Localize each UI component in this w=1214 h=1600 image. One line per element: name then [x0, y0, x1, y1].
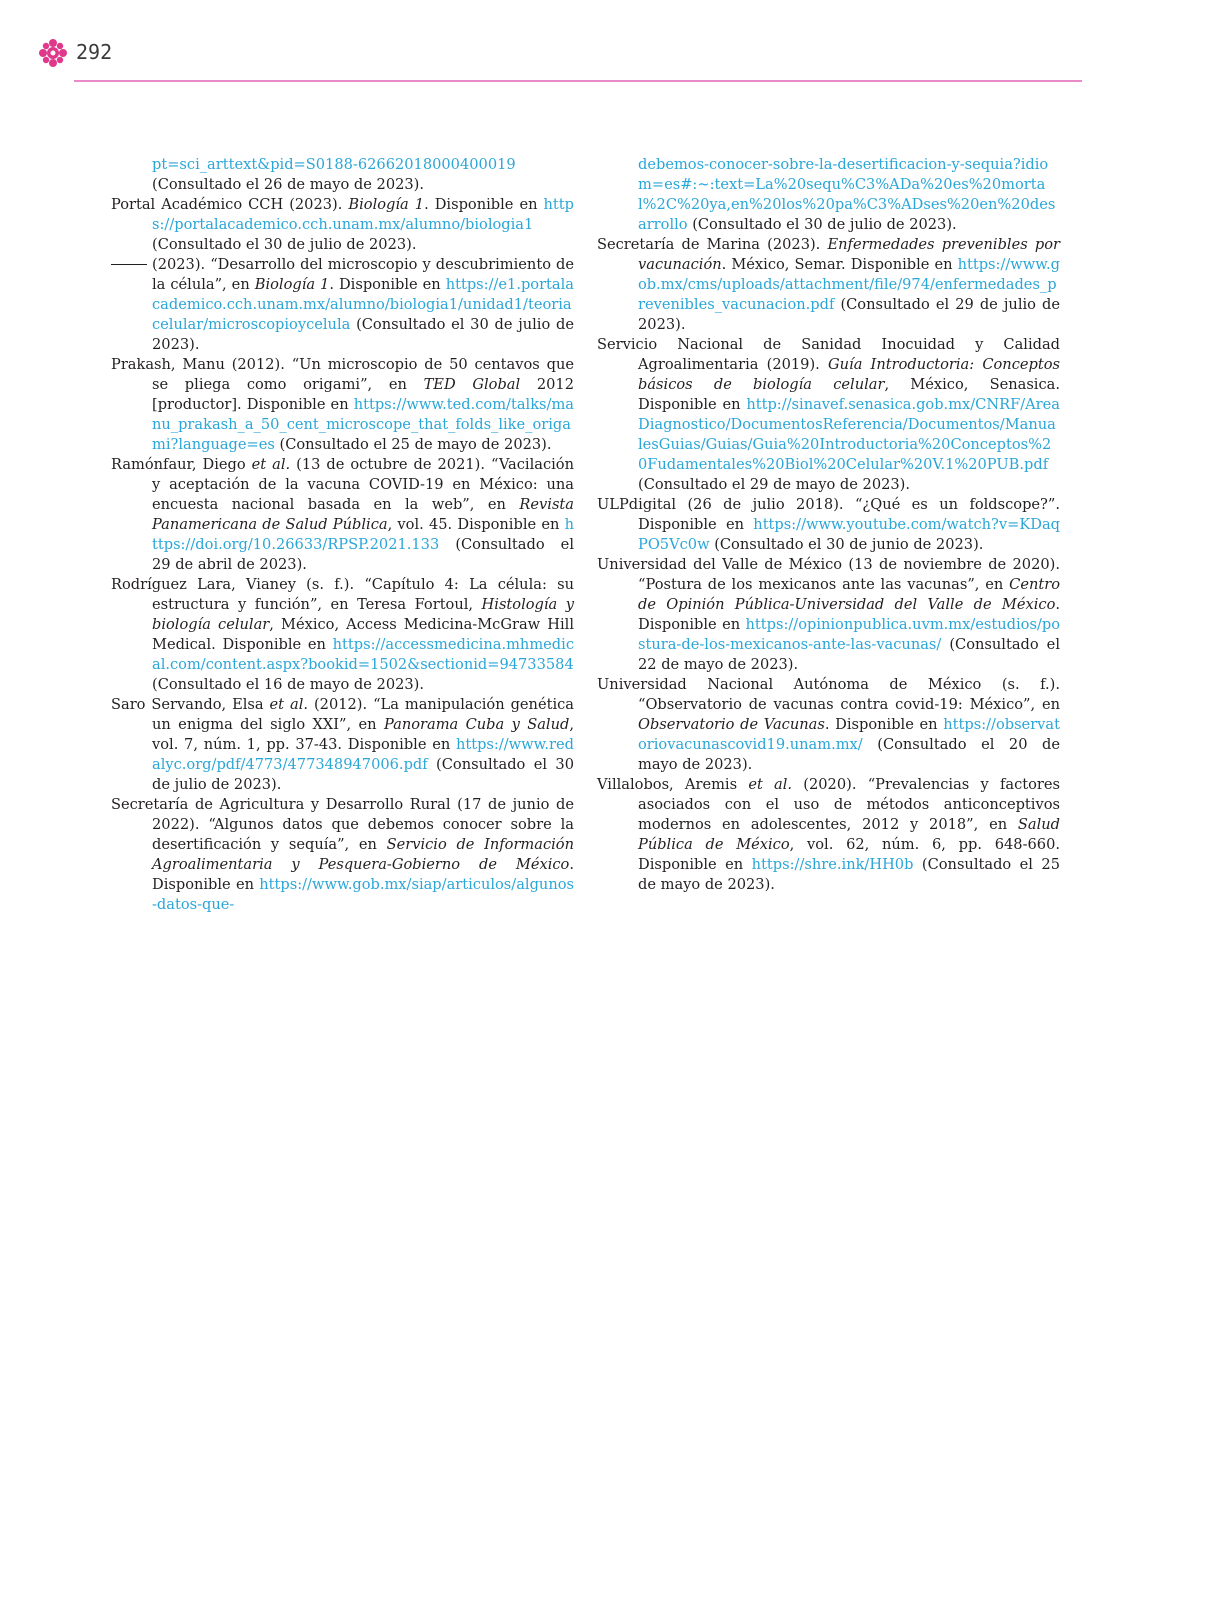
- reference-text: (Consultado el 30 de julio de 2023).: [152, 236, 417, 253]
- reference-title: Guía Introductoria: Conceptos básicos de biología celular: [638, 356, 1060, 393]
- reference-link[interactable]: https://opinionpublica.uvm.mx/estudios/postura-de-los-mexicanos-ante-las-vacunas/: [638, 616, 1060, 653]
- reference-text: . Disponible en: [638, 596, 1060, 633]
- reference-text: . Disponible en: [824, 716, 944, 733]
- reference-entry: [111, 355, 574, 455]
- reference-link[interactable]: https://www.gob.mx/cms/uploads/attachment/file/974/enfermedades_prevenibles_vacunacion.pdf: [638, 256, 1060, 313]
- reference-title: Biología 1: [348, 196, 425, 213]
- reference-title: Biología 1: [254, 276, 330, 293]
- header-divider: [74, 80, 1082, 82]
- reference-link[interactable]: debemos-conocer-sobre-la-desertificacion-y-sequia?idiom=es#:~:text=La%20sequ%C3%ADa%20es%20mortal%2C%20ya,en%20los%20pa%C3%ADses%20en%20desarrollo: [638, 156, 1056, 233]
- reference-title: et al.: [269, 696, 309, 713]
- reference-entry: [597, 155, 1060, 235]
- reference-text: , México, Senasica. Disponible en: [638, 376, 1060, 413]
- reference-text: Villalobos, Aremis: [597, 776, 749, 793]
- reference-title: Observatorio de Vacunas: [638, 716, 825, 733]
- reference-text: (2020). “Prevalencias y factores asociados con el uso de métodos anticonceptivos modernos en adolescentes, 2012 y 2018”, en: [638, 776, 1060, 833]
- reference-link[interactable]: https://www.ted.com/talks/manu_prakash_a_50_cent_microscope_that_folds_like_origami?language=es: [152, 396, 574, 453]
- reference-text: (Consultado el 20 de mayo de 2023).: [638, 736, 1060, 773]
- reference-text: , vol. 45. Disponible en: [387, 516, 565, 533]
- reference-text: (Consultado el 22 de mayo de 2023).: [638, 636, 1060, 673]
- reference-text: , vol. 7, núm. 1, pp. 37-43. Disponible en: [152, 716, 574, 753]
- reference-link[interactable]: https://observatoriovacunascovid19.unam.mx/: [638, 716, 1060, 753]
- reference-text: Secretaría de Agricultura y Desarrollo Rural (17 de junio de 2022). “Algunos datos que debemos conocer sobre la desertificación y sequía”, en: [111, 796, 574, 853]
- reference-link[interactable]: https://shre.ink/HH0b: [751, 856, 914, 873]
- reference-entry: [597, 235, 1060, 335]
- reference-text: 2012 [productor]. Disponible en: [152, 376, 574, 413]
- reference-entry: [597, 775, 1060, 895]
- reference-text: (Consultado el 29 de mayo de 2023).: [638, 476, 911, 493]
- reference-text: (2023). “Desarrollo del microscopio y descubrimiento de la célula”, en: [152, 256, 574, 293]
- reference-entry: [111, 695, 574, 795]
- reference-link[interactable]: pt=sci_arttext&pid=S0188-62662018000400019: [152, 156, 516, 173]
- reference-title: Centro de Opinión Pública-Universidad del Valle de México: [638, 576, 1060, 613]
- reference-text: ULPdigital (26 de julio 2018). “¿Qué es un foldscope?”. Disponible en: [597, 496, 1060, 533]
- reference-link[interactable]: https://e1.portalacademico.cch.unam.mx/alumno/biologia1/unidad1/teoriacelular/microscopioycelula: [152, 276, 574, 333]
- reference-title: et al.: [748, 776, 793, 793]
- reference-title: Histología y biología celular: [152, 596, 574, 633]
- reference-text: (Consultado el 29 de julio de 2023).: [638, 296, 1060, 333]
- reference-text: . Disponible en: [329, 276, 446, 293]
- reference-text: Saro Servando, Elsa: [111, 696, 270, 713]
- reference-title: Panorama Cuba y Salud: [383, 716, 570, 733]
- reference-text: (Consultado el 30 de julio de 2023).: [152, 756, 574, 793]
- reference-entry: [111, 155, 574, 195]
- reference-text: Portal Académico CCH (2023).: [111, 196, 349, 213]
- ornament-logo-icon: [38, 38, 68, 68]
- reference-link[interactable]: https://www.gob.mx/siap/articulos/algunos-datos-que-: [152, 876, 574, 913]
- reference-entry: [597, 335, 1060, 495]
- reference-link[interactable]: http://sinavef.senasica.gob.mx/CNRF/AreaDiagnostico/DocumentosReferencia/Documentos/ManualesGuias/Guias/Guia%20Introductoria%20Conceptos%20Fudamentales%20Biol%20Celular%20V.1%20PUB.pdf: [638, 396, 1060, 473]
- reference-entry: [111, 195, 574, 255]
- reference-text: (Consultado el 30 de julio de 2023).: [152, 316, 574, 353]
- reference-text: (Consultado el 26 de mayo de 2023).: [152, 176, 425, 193]
- reference-text: (Consultado el 25 de mayo de 2023).: [638, 856, 1060, 893]
- reference-text: (Consultado el 16 de mayo de 2023).: [152, 676, 425, 693]
- reference-text: . Disponible en: [152, 856, 574, 893]
- reference-entry: [597, 555, 1060, 675]
- reference-link[interactable]: https://doi.org/10.26633/RPSP.2021.133: [152, 516, 574, 553]
- reference-title: Salud Pública de México: [638, 816, 1060, 853]
- references-left-column: [111, 155, 574, 915]
- reference-entry: [111, 455, 574, 575]
- reference-link[interactable]: https://www.youtube.com/watch?v=KDaqPO5Vc0w: [638, 516, 1060, 553]
- reference-link[interactable]: https://accessmedicina.mhmedical.com/content.aspx?bookid=1502&sectionid=94733584: [152, 636, 574, 673]
- reference-title: Servicio de Información Agroalimentaria y Pesquera-Gobierno de México: [152, 836, 574, 873]
- references-right-column: [597, 155, 1060, 895]
- reference-title: et al.: [251, 456, 291, 473]
- reference-text: Universidad del Valle de México (13 de noviembre de 2020). “Postura de los mexicanos ante las vacunas”, en: [597, 556, 1060, 593]
- reference-entry: [111, 795, 574, 915]
- reference-text: , México, Access Medicina-McGraw Hill Medical. Disponible en: [152, 616, 574, 653]
- reference-entry: [111, 255, 574, 355]
- reference-title: TED Global: [423, 376, 521, 393]
- reference-title: Enfermedades prevenibles por vacunación: [638, 236, 1060, 273]
- reference-text: Universidad Nacional Autónoma de México (s. f.). “Observatorio de vacunas contra covid-19: México”, en: [597, 676, 1060, 713]
- reference-text: Ramónfaur, Diego: [111, 456, 252, 473]
- reference-link[interactable]: https://portalacademico.cch.unam.mx/alumno/biologia1: [152, 196, 574, 233]
- reference-text: (Consultado el 25 de mayo de 2023).: [274, 436, 552, 453]
- reference-text: (2012). “La manipulación genética un enigma del siglo XXI”, en: [152, 696, 574, 733]
- reference-text: Rodríguez Lara, Vianey (s. f.). “Capítulo 4: La célula: su estructura y función”, en Teresa Fortoul,: [111, 576, 574, 613]
- reference-title: Revista Panamericana de Salud Pública: [152, 496, 574, 533]
- reference-text: . Disponible en: [424, 196, 544, 213]
- reference-text: Secretaría de Marina (2023).: [597, 236, 828, 253]
- reference-entry: [597, 495, 1060, 555]
- reference-link[interactable]: https://www.redalyc.org/pdf/4773/477348947006.pdf: [152, 736, 574, 773]
- reference-text: Servicio Nacional de Sanidad Inocuidad y Calidad Agroalimentaria (2019).: [597, 336, 1060, 373]
- reference-text: (Consultado el 30 de julio de 2023).: [687, 216, 957, 233]
- page-number: 292: [76, 40, 113, 64]
- reference-text: , vol. 62, núm. 6, pp. 648-660. Disponible en: [638, 836, 1060, 873]
- reference-text: (Consultado el 30 de junio de 2023).: [709, 536, 984, 553]
- reference-text: (Consultado el 29 de abril de 2023).: [152, 536, 574, 573]
- repeated-author-dash: [111, 264, 147, 265]
- reference-entry: [597, 675, 1060, 775]
- reference-entry: [111, 575, 574, 695]
- reference-text: (13 de octubre de 2021). “Vacilación y aceptación de la vacuna COVID-19 en México: una encuesta nacional basada en la web”, en: [152, 456, 574, 513]
- reference-text: Prakash, Manu (2012). “Un microscopio de 50 centavos que se pliega como origami”, en: [111, 356, 574, 393]
- reference-text: . México, Semar. Disponible en: [721, 256, 958, 273]
